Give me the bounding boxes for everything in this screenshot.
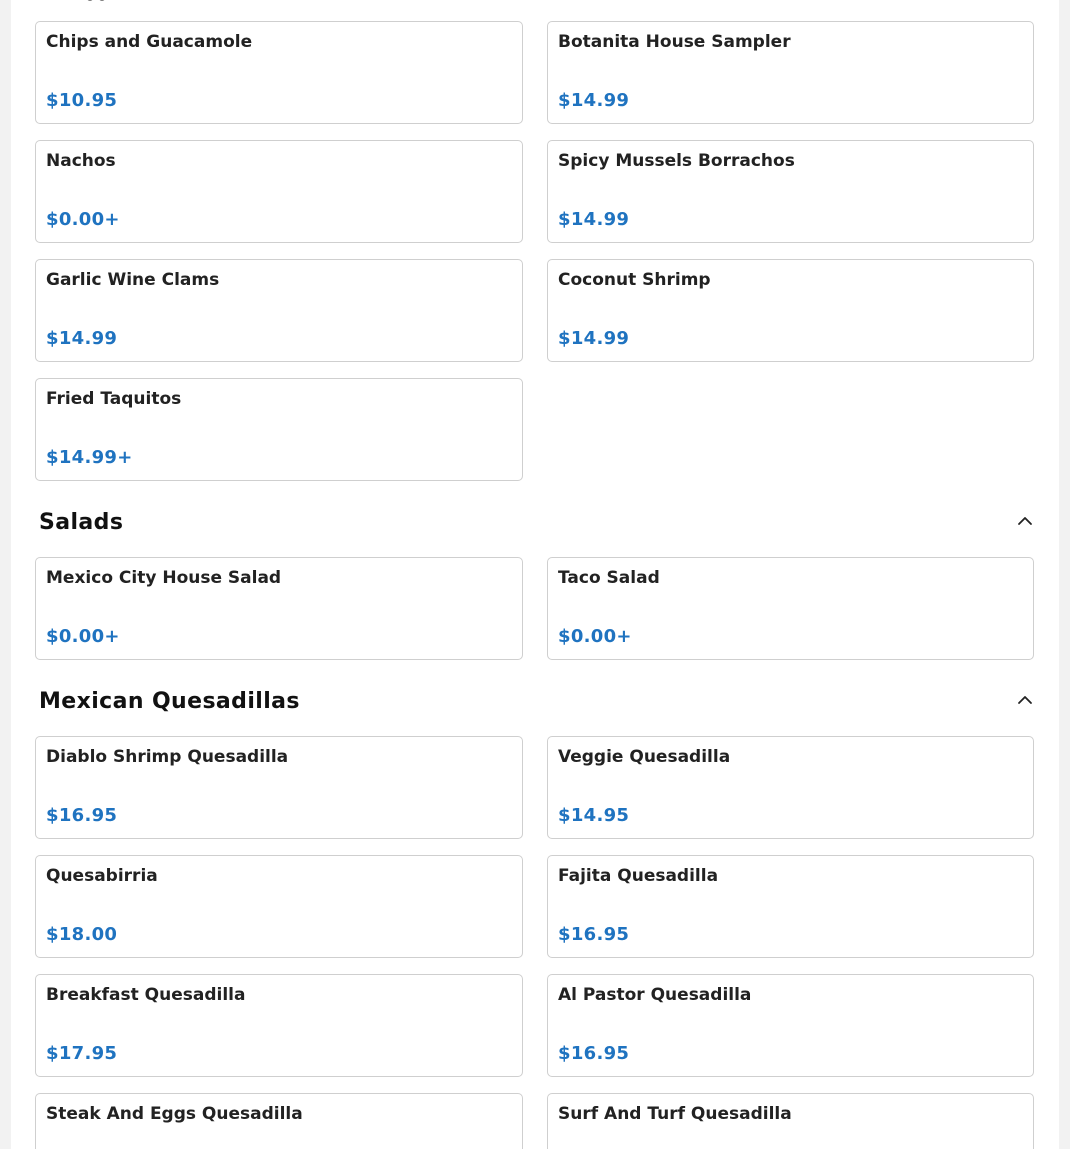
item-price: $14.95 [558, 805, 630, 826]
item-price: $10.95 [46, 90, 118, 111]
menu-item-card[interactable] [35, 259, 523, 362]
section-title: Mexican Quesadillas [39, 689, 300, 714]
menu-item-card[interactable] [35, 1093, 523, 1149]
item-name: Coconut Shrimp [558, 270, 711, 290]
menu-item-card[interactable] [547, 974, 1034, 1077]
item-price: $16.95 [46, 805, 118, 826]
menu-item-card[interactable] [35, 855, 523, 958]
menu-page [11, 0, 1059, 1149]
chevron-up-icon[interactable] [1017, 692, 1033, 708]
item-price: $0.00+ [558, 626, 632, 647]
quesadillas-section-header[interactable] [35, 682, 1034, 722]
item-price: $18.00 [46, 924, 118, 945]
menu-item-card[interactable] [35, 21, 523, 124]
item-price: $16.95 [558, 1043, 630, 1064]
menu-item-card[interactable] [547, 21, 1034, 124]
item-price: $14.99 [558, 328, 630, 349]
item-name: Veggie Quesadilla [558, 747, 731, 767]
menu-item-card[interactable] [35, 974, 523, 1077]
item-name: Chips and Guacamole [46, 32, 253, 52]
item-name: Breakfast Quesadilla [46, 985, 246, 1005]
menu-item-card[interactable] [35, 557, 523, 660]
item-name: Fajita Quesadilla [558, 866, 719, 886]
salads-grid [35, 557, 1034, 660]
item-price: $14.99+ [46, 447, 133, 468]
item-price: $16.95 [558, 924, 630, 945]
menu-item-card[interactable] [547, 855, 1034, 958]
appetizers-grid [35, 21, 1034, 481]
item-name: Fried Taquitos [46, 389, 182, 409]
item-name: Quesabirria [46, 866, 158, 886]
section-title: Salads [39, 510, 124, 535]
item-name: Spicy Mussels Borrachos [558, 151, 795, 171]
item-price: $0.00+ [46, 209, 120, 230]
item-price: $14.99 [558, 209, 630, 230]
item-name: Mexico City House Salad [46, 568, 282, 588]
menu-item-card[interactable] [547, 259, 1034, 362]
item-name: Steak And Eggs Quesadilla [46, 1104, 303, 1124]
item-name: Botanita House Sampler [558, 32, 791, 52]
item-name: Diablo Shrimp Quesadilla [46, 747, 289, 767]
section-title-cutoff [46, 0, 106, 2]
menu-item-card[interactable] [547, 140, 1034, 243]
item-name: Surf And Turf Quesadilla [558, 1104, 792, 1124]
item-name: Al Pastor Quesadilla [558, 985, 752, 1005]
item-price: $17.95 [46, 1043, 118, 1064]
menu-item-card[interactable] [35, 736, 523, 839]
item-name: Taco Salad [558, 568, 660, 588]
item-price: $14.99 [46, 328, 118, 349]
chevron-up-icon[interactable] [1017, 513, 1033, 529]
quesadillas-grid [35, 736, 1034, 1149]
menu-item-card[interactable] [547, 736, 1034, 839]
item-price: $0.00+ [46, 626, 120, 647]
item-price: $14.99 [558, 90, 630, 111]
item-name: Garlic Wine Clams [46, 270, 220, 290]
menu-item-card[interactable] [35, 378, 523, 481]
menu-item-card[interactable] [547, 1093, 1034, 1149]
salads-section-header[interactable] [35, 503, 1034, 543]
menu-item-card[interactable] [547, 557, 1034, 660]
item-name: Nachos [46, 151, 116, 171]
menu-item-card[interactable] [35, 140, 523, 243]
